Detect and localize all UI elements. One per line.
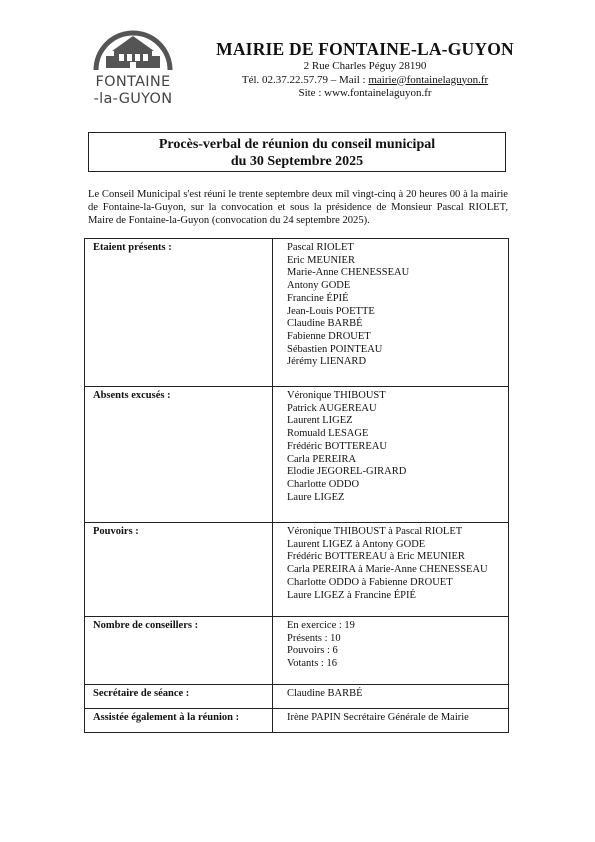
list-item: Véronique THIBOUST à Pascal RIOLET (287, 526, 463, 537)
table-row (85, 617, 509, 685)
tel-text: Tél. 02.37.22.57.79 – Mail : (241, 73, 369, 86)
presents-list (273, 239, 509, 387)
list-item: Votants : 16 (287, 658, 337, 670)
list-item: Jean-Louis POETTE (287, 305, 375, 317)
attendance-table (84, 238, 509, 733)
table-row (85, 523, 509, 617)
list-item: Laurent LIGEZ à Antony GODE (287, 538, 426, 550)
logo-line-2: -la-GUYON (93, 91, 173, 107)
pouvoirs-list (273, 523, 509, 617)
list-item: Claudine BARBÉ (287, 318, 363, 330)
pouvoirs-label: Pouvoirs : (85, 523, 273, 617)
list-item: Pouvoirs : 6 (287, 645, 338, 657)
list-item: Présents : 10 (287, 632, 341, 644)
table-row (85, 239, 509, 387)
address: 2 Rue Charles Péguy 28190 (303, 60, 427, 72)
table-row (85, 387, 509, 523)
list-item: Francine ÉPIÉ (287, 292, 349, 304)
list-item: Pascal RIOLET (287, 242, 354, 253)
presents-label: Etaient présents : (85, 239, 273, 387)
list-item: Romuald LESAGE (287, 428, 369, 440)
list-item: Patrick AUGEREAU (287, 402, 377, 414)
list-item: Véronique THIBOUST (287, 390, 386, 401)
website: Site : www.fontainelaguyon.fr (298, 87, 432, 99)
list-item: Laure LIGEZ (287, 491, 345, 503)
town-hall-arch-icon (90, 22, 176, 72)
list-item: Laure LIGEZ à Francine ÉPIÉ (287, 589, 416, 601)
list-item: Laurent LIGEZ (287, 415, 353, 427)
assistee-label: Assistée également à la réunion : (85, 709, 273, 733)
title-line-2: du 30 Septembre 2025 (230, 154, 364, 169)
secretaire-value: Claudine BARBÉ (273, 685, 509, 709)
list-item: Sébastien POINTEAU (287, 343, 383, 355)
mail-link[interactable]: mairie@fontainelaguyon.fr (368, 73, 489, 86)
list-item: Carla PEREIRA (287, 453, 357, 465)
table-row (85, 709, 509, 733)
list-item: Charlotte ODDO à Fabienne DROUET (287, 576, 453, 588)
list-item: Carla PEREIRA à Marie-Anne CHENESSEAU (287, 564, 488, 576)
list-item: Jérémy LIENARD (287, 356, 367, 368)
table-row (85, 685, 509, 709)
list-item: Charlotte ODDO (287, 478, 360, 490)
nombre-list (273, 617, 509, 685)
absents-label: Absents excusés : (85, 387, 273, 523)
assistee-value: Irène PAPIN Secrétaire Générale de Mairie (273, 709, 509, 733)
absents-list (273, 387, 509, 523)
list-item: Marie-Anne CHENESSEAU (287, 267, 410, 279)
intro-paragraph: Le Conseil Municipal s'est réuni le trente septembre deux mil vingt-cinq à 20 heures 00 à la mairie de Fontaine-la-Guyon, sur la convocation et sous la présidence de Monsieur Pascal RIOLET, Maire de Fontaine-la-Guyon (convocation du 24 septembre 2025). (88, 189, 508, 226)
list-item: En exercice : 19 (287, 620, 355, 631)
contact-line (200, 74, 530, 88)
letterhead (200, 38, 530, 101)
nombre-label: Nombre de conseillers : (85, 617, 273, 685)
document-title (88, 132, 506, 172)
list-item: Eric MEUNIER (287, 254, 355, 266)
list-item: Antony GODE (287, 280, 351, 292)
list-item: Elodie JEGOREL-GIRARD (287, 466, 407, 478)
list-item: Frédéric BOTTEREAU à Eric MEUNIER (287, 551, 465, 563)
list-item: Frédéric BOTTEREAU (287, 440, 388, 452)
secretaire-label: Secrétaire de séance : (85, 685, 273, 709)
mairie-logo (78, 22, 188, 112)
logo-wordmark (78, 74, 188, 108)
mairie-name: MAIRIE DE FONTAINE-LA-GUYON (216, 39, 514, 59)
title-line-1: Procès-verbal de réunion du conseil municipal (158, 137, 436, 152)
list-item: Fabienne DROUET (287, 330, 371, 342)
logo-line-1: FONTAINE (95, 74, 171, 90)
